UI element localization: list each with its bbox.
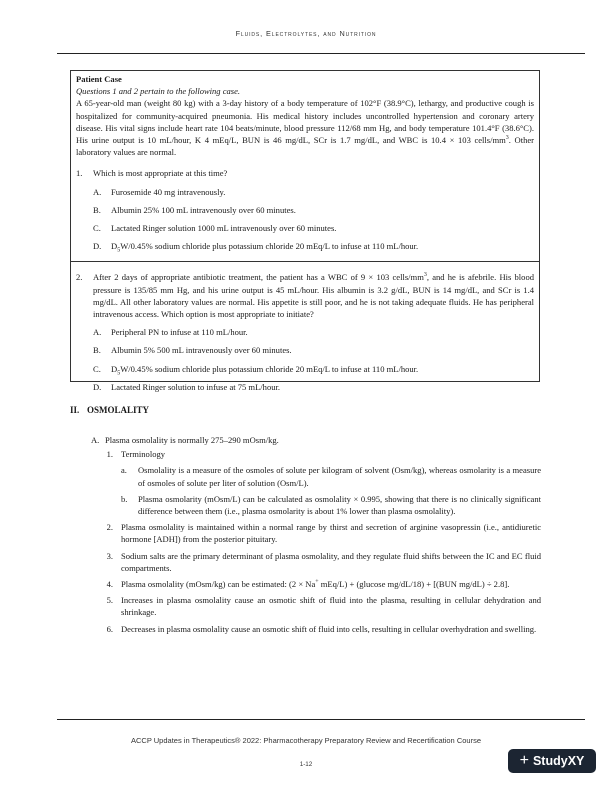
outline-text: Decreases in plasma osmolality cause an osmotic shift of fluid into cells, resulting in cellular overhydration and swelling.	[121, 623, 537, 634]
outline-text: Osmolality is a measure of the osmoles of solute per kilogram of solvent (Osm/kg), whereas osmolarity is a measure of osmoles of solute per liter of solution (Osm/L).	[138, 465, 541, 488]
option-text: Lactated Ringer solution to infuse at 75 mL/hour.	[111, 381, 281, 392]
stem-text-pre: After 2 days of appropriate antibiotic treatment, the patient has a WBC of 9 × 103 cells/mm	[93, 272, 424, 283]
case-text-main: A 65-year-old man (weight 80 kg) with a 3-day history of a body temperature of 102°F (38.9°C), lethargy, and productive cough is hospitalized for community-acquired pneumonia. His medical history includes uncontrolled hypertension and coronary artery disease. His vital signs include heart rate 104 beats/minute, blood pressure 112/68 mm Hg, and body temperature 101.4°F (38.6°C). His urine output is 10 mL/hour, K 4 mEq/L, BUN is 46 mg/dL, SCr is 1.7 mg/dL, and WBC is 10.4 × 103 cells/mm	[76, 98, 534, 146]
outline-letter: b.	[121, 493, 128, 504]
question-2	[76, 271, 534, 393]
option-letter: A.	[93, 186, 102, 197]
option-letter: C.	[93, 363, 101, 374]
formula-text-pre: Plasma osmolality (mOsm/kg) can be estimated: (2 × Na	[121, 579, 316, 590]
badge-study-text: Study	[532, 754, 568, 768]
outline-item-1	[91, 448, 541, 517]
outline-text	[121, 578, 541, 590]
case-description	[76, 97, 534, 158]
stem-text-post: , and he is afebrile. His blood pressure is 135/85 mm Hg, and his urine output is 45 mL/hour. His albumin is 3.2 g/dL, BUN is 14 mg/dL, and SCr is 1.4 mg/dL. All other laboratory values are normal. His appetite is still poor, and he is not taking adequate fluids. He has peripheral intravenous access. Which option is most appropriate to initiate?	[93, 272, 535, 320]
option-letter: A.	[93, 327, 102, 338]
outline-number: 4.	[106, 579, 113, 590]
outline-label: A.	[91, 435, 100, 445]
stem-text-sup: 3	[423, 272, 427, 279]
option-text: Albumin 25% 100 mL intravenously over 60 minutes.	[111, 204, 296, 215]
question-2-number: 2.	[76, 272, 83, 283]
question-1-option-c	[76, 222, 534, 234]
section-number: II.	[70, 405, 80, 415]
outline-item-3	[91, 550, 541, 574]
question-divider	[71, 261, 539, 262]
section-heading	[70, 405, 149, 415]
question-1-stem: Which is most appropriate at this time?	[93, 168, 228, 179]
question-2-option-c	[76, 363, 534, 375]
option-text-pre: D	[111, 241, 118, 252]
question-1-number: 1.	[76, 168, 83, 179]
formula-text-sup: +	[315, 579, 319, 586]
option-text-sub: 5	[117, 370, 121, 377]
outline-item-5	[91, 594, 541, 618]
option-letter: B.	[93, 345, 101, 356]
outline-text: Sodium salts are the primary determinant of plasma osmolality, and they regulate fluid shifts between the IC and EC fluid compartments.	[121, 550, 541, 573]
outline-subitem-b	[121, 493, 541, 517]
outline-item-6	[91, 623, 541, 635]
header-divider	[57, 53, 585, 54]
footer-divider	[57, 719, 585, 720]
question-1-option-b	[76, 204, 534, 216]
outline-number: 5.	[106, 595, 113, 606]
outline-item-a	[91, 434, 541, 446]
question-2-option-a	[76, 326, 534, 338]
case-text-end: . Other laboratory values are normal.	[76, 135, 535, 158]
option-letter: C.	[93, 223, 101, 234]
option-text-post: W/0.45% sodium chloride plus potassium chloride 20 mEq/L to infuse at 110 mL/hour.	[120, 363, 419, 374]
outline-text: Plasma osmolarity (mOsm/L) can be calculated as osmolality × 0.995, showing that there is no clinically significant difference between them (i.e., plasma osmolarity is about 1% lower than plasma osmolality).	[138, 493, 541, 517]
option-text-post: W/0.45% sodium chloride plus potassium chloride 20 mEq/L to infuse at 110 mL/hour.	[120, 241, 419, 252]
running-header: Fluids, Electrolytes, and Nutrition	[235, 29, 377, 38]
question-2-option-d	[76, 381, 534, 393]
option-text-pre: D	[111, 363, 118, 374]
outline-text: Terminology	[121, 449, 166, 460]
badge-xy-text: XY	[567, 754, 585, 768]
studyxy-badge[interactable]	[508, 749, 596, 773]
outline-number: 3.	[106, 550, 113, 561]
patient-case-box	[70, 70, 540, 392]
formula-text-post: mEq/L) + (glucose mg/dL/18) + [(BUN mg/dL) ÷ 2.8].	[318, 579, 510, 590]
option-text: Albumin 5% 500 mL intravenously over 60 minutes.	[111, 345, 292, 356]
option-text: Peripheral PN to infuse at 110 mL/hour.	[111, 327, 248, 338]
question-1	[76, 167, 534, 252]
outline-number: 2.	[106, 522, 113, 533]
question-1-option-a	[76, 186, 534, 198]
option-text	[111, 363, 534, 375]
case-text-sup: 3	[505, 135, 509, 142]
osmolality-outline	[91, 434, 541, 635]
section-title: OSMOLALITY	[87, 405, 150, 415]
question-1-option-d	[76, 240, 534, 252]
case-title: Patient Case	[76, 74, 122, 84]
outline-item-4	[91, 578, 541, 590]
plus-icon: +	[519, 752, 529, 769]
outline-letter: a.	[121, 465, 127, 476]
outline-item-2	[91, 521, 541, 545]
option-text-sub: 5	[117, 247, 121, 254]
page-number: 1-12	[299, 761, 313, 768]
footer-text: ACCP Updates in Therapeutics® 2022: Pharmacotherapy Preparatory Review and Recertification Course	[130, 736, 481, 745]
outline-text: Increases in plasma osmolality cause an osmotic shift of fluid into the plasma, resulting in cellular dehydration and shrinkage.	[121, 595, 541, 618]
option-letter: D.	[93, 241, 102, 252]
outline-number: 6.	[106, 623, 113, 634]
option-text: Lactated Ringer solution 1000 mL intravenously over 60 minutes.	[111, 223, 337, 234]
outline-subitem-a	[121, 464, 541, 488]
option-text	[111, 240, 534, 252]
outline-text: Plasma osmolality is normally 275–290 mOsm/kg.	[105, 435, 279, 445]
case-subtitle: Questions 1 and 2 pertain to the following case.	[76, 86, 241, 97]
option-letter: B.	[93, 204, 101, 215]
question-2-option-b	[76, 344, 534, 356]
question-2-stem	[93, 271, 534, 320]
option-letter: D.	[93, 381, 102, 392]
outline-text: Plasma osmolality is maintained within a normal range by thirst and secretion of arginine vasopressin (i.e., antidiuretic hormone [ADH]) from the posterior pituitary.	[121, 522, 541, 545]
option-text: Furosemide 40 mg intravenously.	[111, 186, 226, 197]
outline-number: 1.	[106, 449, 113, 460]
